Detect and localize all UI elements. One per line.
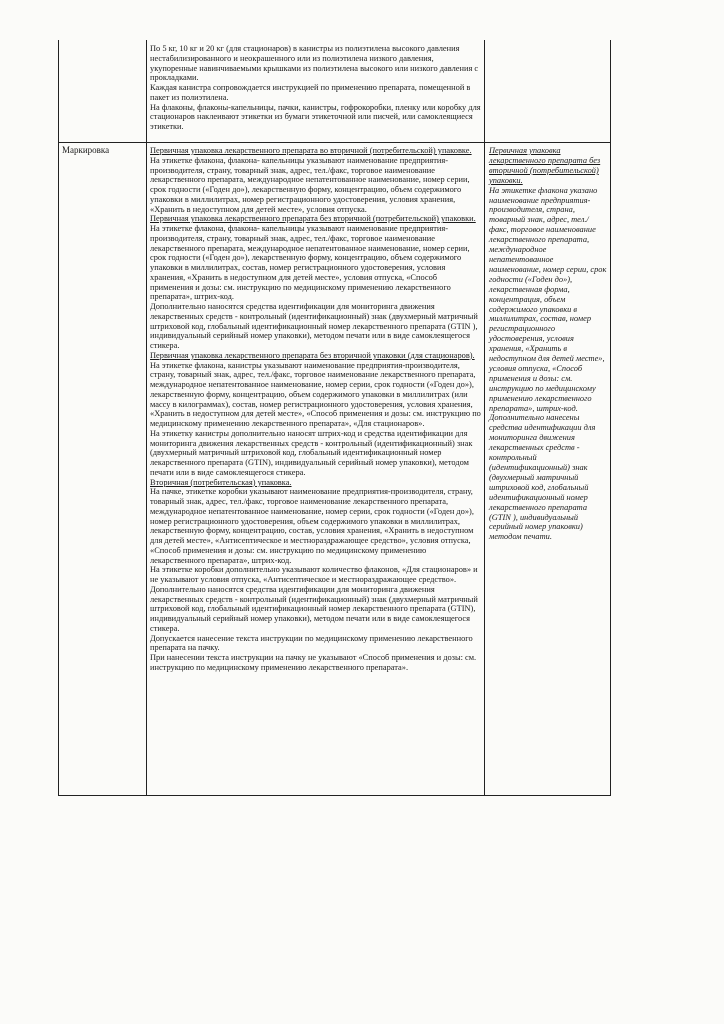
packaging-paragraph: Каждая канистра сопровождается инструкцией по применению препарата, помещенной в пакет из полиэтилена.	[150, 83, 471, 102]
table-border-col2	[484, 40, 485, 795]
section-text: Дополнительно наносятся средства идентификации для мониторинга движения лекарственных средств - контрольный (идентификационный) знак (двухмерный матричный штриховой код, глобальный идентификационный номер лекарственного препарата (GTIN ), индивидуальный серийный номер упаковки), методом печати или в виде самоклеящегося стикера.	[150, 302, 478, 350]
section-heading: Первичная упаковка лекарственного препарата без вторичной упаковки (для стационаров).	[150, 350, 475, 360]
table-border-right	[610, 40, 611, 795]
current-marking-cell	[489, 146, 607, 542]
section-text: На этикетку канистры дополнительно наносят штрих-код и средства идентификации для мониторинга движения лекарственных средств - контрольный (идентификационный) знак (двухмерный матричный штриховой код, глобальный идентификационный номер лекарственного препарата (GTIN), индивидуальный серийный номер упаковки), методом печати или в виде самоклеящегося стикера.	[150, 428, 473, 477]
section-text: На этикетке флакона, флакона- капельницы указывают наименование предприятия-производителя, страну, товарный знак, адрес, тел./факс, торговое наименование лекарственного препарата, международное непатентованное наименование, номер серии, срок годности («Годен до»), лекарственную форму, концентрацию, объем содержимого упаковки в миллилитрах, состав, номер регистрационного удостоверения, условия хранения, «Хранить в недоступном для детей месте», условия отпуска, «Способ применения и дозы: см. инструкцию по медицинскому применению лекарственного препарата», штрих-код.	[150, 224, 470, 302]
section-heading: Первичная упаковка лекарственного препарата во вторичной (потребительской) упаковке.	[150, 146, 472, 155]
packaging-paragraph: По 5 кг, 10 кг и 20 кг (для стационаров) в канистры из полиэтилена высокого давления нестабилизированного и неокрашенного или из полиэтилена низкого давления, укупоренные навинчиваемыми крышками из полиэтилена высокого или низкого давления с прокладками.	[150, 44, 479, 83]
table-border-bottom	[58, 795, 611, 796]
section-text: На этикетке флакона, флакона- капельницы указывают наименование предприятия-производителя, страну, товарный знак, адрес, тел./факс, торговое наименование лекарственного препарата, международное непатентованное наименование, номер серии, срок годности («Годен до»), лекарственную форму, концентрацию, объем содержимого упаковки в миллилитрах, номер регистрационного удостоверения, условия хранения, «Хранить в недоступном для детей месте», условия отпуска.	[150, 155, 470, 214]
section-text: На этикетке флакона указано наименование предприятия-производителя, страна, товарный знак, адрес, тел./факс, торговое наименование лекарственного препарата, международное непатентованное наименование, номер серии, срок годности («Годен до»), лекарственная форма, концентрация, объем содержимого упаковки в миллилитрах, состав, номер регистрационного удостоверения, условия хранения, «Хранить в недоступном для детей месте», условия отпуска, «Способ применения и дозы: см. инструкцию по медицинскому применению лекарственного препарата», штрих-код. Дополнительно нанесены средства идентификации для мониторинга движения лекарственных средств - контрольный (идентификационный) знак (двухмерный матричный штриховой код, глобальный идентификационный номер лекарственного препарата (GTIN ), индивидуальный серийный номер упаковки) методом печати.	[489, 185, 607, 542]
marking-requirements-cell	[150, 146, 482, 673]
section-text: На пачке, этикетке коробки указывают наименование предприятия-производителя, страну, товарный знак, адрес, тел./факс, торговое наименование лекарственного препарата, международное непатентованное наименование, номер серии, срок годности («Годен до»), номер регистрационного удостоверения, объем содержимого упаковки в миллилитрах, лекарственную форму, концентрацию, состав, условия хранения, «Хранить в недоступном для детей месте», «Антисептическое и местнораздражающее средство», условия отпуска, «Способ применения и дозы: см. инструкцию по медицинскому применению лекарственного препарата», штрих-код.	[150, 487, 474, 565]
packaging-paragraph: На флаконы, флаконы-капельницы, пачки, канистры, гофрокоробки, пленку или коробку для стационаров наклеивают этикетки из бумаги этикеточной или писчей, или самоклеящиеся этикетки.	[150, 102, 481, 131]
row-label-marking: Маркировка	[62, 145, 110, 155]
section-text: При нанесении текста инструкции на пачку не указывают «Способ применения и дозы: см. инструкцию по медицинскому применению лекарственного препарата».	[150, 653, 477, 672]
table-border-left	[58, 40, 59, 795]
section-text: Дополнительно наносятся средства идентификации для мониторинга движения лекарственных средств - контрольный (идентификационный) знак (двухмерный матричный штриховой код, глобальный идентификационный номер лекарственного препарата (GTIN), индивидуальный серийный номер упаковки), методом печати или в виде самоклеящегося стикера.	[150, 584, 478, 633]
section-text: Допускается нанесение текста инструкции по медицинскому применению лекарственного препарата на пачку.	[150, 633, 473, 653]
section-heading: Первичная упаковка лекарственного препарата без вторичной (потребительской) упаковки.	[150, 214, 476, 224]
table-border-col1	[146, 40, 147, 795]
packaging-description-cell	[150, 44, 482, 132]
section-text: На этикетке коробки дополнительно указывают количество флаконов, «Для стационаров» и не указывают условия отпуска, «Антисептическое и местнораздражающее средство».	[150, 565, 478, 584]
section-heading: Вторичная (потребительская) упаковка.	[150, 477, 292, 487]
section-text: На этикетке флакона, канистры указывают наименование предприятия-производителя, страну, товарный знак, адрес, тел./факс, торговое наименование лекарственного препарата, международное непатентованное наименование, номер серии, срок годности («Годен до»), лекарственную форму, концентрацию, объем содержимого упаковки в миллилитрах (или массу в килограммах), состав, номер регистрационного удостоверения, условия хранения, «Хранить в недоступном для детей месте», «Способ применения и дозы: см. инструкцию по медицинскому применению лекарственного препарата», «Для стационаров».	[150, 360, 481, 428]
table-row-divider	[58, 142, 611, 143]
section-heading: Первичная упаковка лекарственного препарата без вторичной (потребительской) упаковки.	[489, 146, 601, 185]
